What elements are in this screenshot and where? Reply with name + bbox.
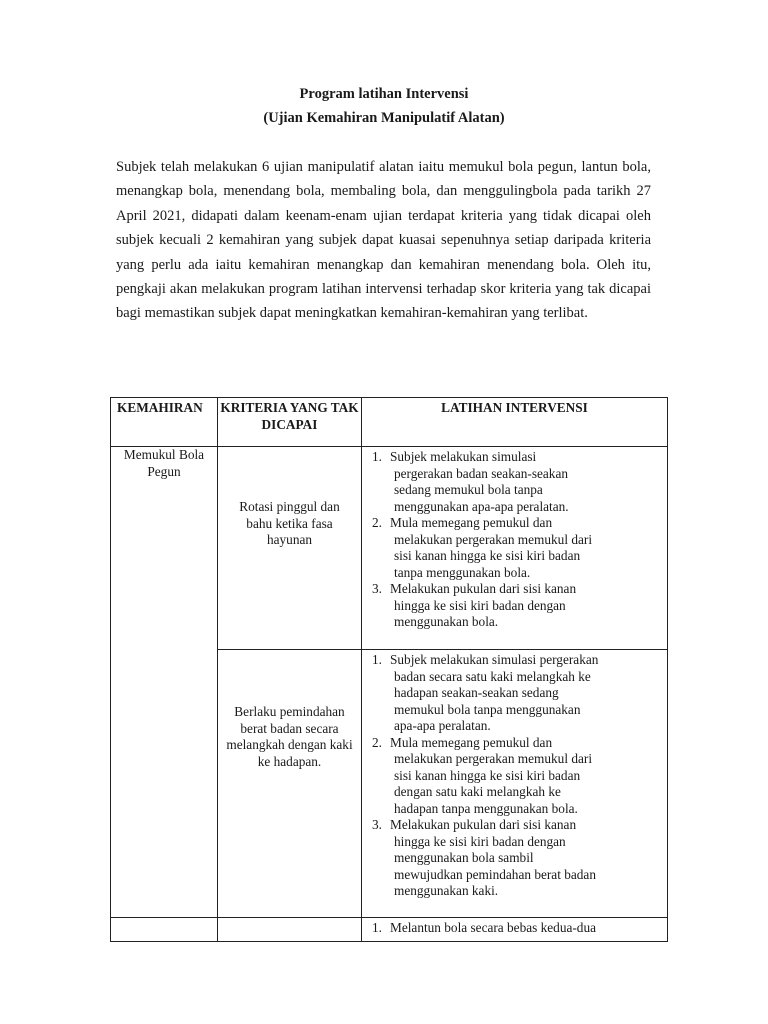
step-line: Melakukan pukulan dari sisi kanan [390,817,577,832]
steps-list [362,447,667,635]
step-line: menggunakan apa-apa peralatan. [394,498,569,514]
intervention-step [372,817,661,900]
step-text [388,652,661,735]
step-line: hingga ke sisi kiri badan dengan [394,597,566,613]
intro-paragraph: Subjek telah melakukan 6 ujian manipulatif alatan iaitu memukul bola pegun, lantun bola, menangkap bola, menendang bola, membaling bola, dan menggulingbola pada tarikh 27 April 2021, didapati dalam keenam-enam ujian terdapat kriteria yang tidak dicapai oleh subjek kecuali 2 kemahiran yang subjek dapat kuasai sepenuhnya setiap daripada kriteria yang perlu ada iaitu kemahiran menangkap dan kemahiran menendang bola. Oleh itu, pengkaji akan melakukan program latihan intervensi terhadap skor kriteria yang tak dicapai bagi memastikan subjek dapat meningkatkan kemahiran-kemahiran yang terlibat. [116,159,651,322]
step-line: Mula memegang pemukul dan [390,515,553,530]
step-line: Subjek melakukan simulasi pergerakan [390,652,599,667]
criteria-cell [218,650,362,918]
page-subtitle: (Ujian Kemahiran Manipulatif Alatan) [263,110,505,126]
steps-list [362,650,667,904]
header-skill: KEMAHIRAN [111,398,218,447]
intervention-step [372,449,661,515]
step-text [388,449,661,515]
step-number: 1. [372,920,382,935]
criteria-cell [218,447,362,650]
table-header-row [111,398,668,447]
step-line: melakukan pergerakan memukul dari [394,751,593,766]
step-line: sisi kanan hingga ke sisi kiri badan [394,548,581,563]
page-title: Program latihan Intervensi [299,86,469,102]
step-number: 3. [372,817,382,832]
step-text [388,515,661,581]
step-line: menggunakan bola sambil [394,850,534,865]
step-line: menggunakan bola. [394,614,499,629]
step-line: dengan satu kaki melangkah ke [394,784,561,799]
skill-cell [111,447,218,918]
step-text [388,817,661,900]
step-line: Mula memegang pemukul dan [390,734,553,750]
step-line: hadapan seakan-seakan sedang [394,685,559,700]
intervention-cell [362,650,668,918]
step-number: 1. [372,449,382,464]
criteria-text: Berlaku pemindahan berat badan secara melangkah dengan kaki ke hadapan. [226,704,353,769]
intervention-step [372,735,661,818]
step-line: memukul bola tanpa menggunakan [394,701,581,717]
criteria-cell [218,918,362,942]
step-line: badan secara satu kaki melangkah ke [394,668,591,684]
intervention-step [372,652,661,735]
header-intervention: LATIHAN INTERVENSI [362,398,668,447]
step-line: apa-apa peralatan. [394,718,491,733]
intervention-step [372,581,661,631]
step-line: tanpa menggunakan bola. [394,564,531,580]
step-number: 2. [372,734,382,750]
intervention-cell [362,447,668,650]
step-line: hadapan tanpa menggunakan bola. [394,800,578,816]
intervention-cell [362,918,668,942]
step-line: menggunakan kaki. [394,883,499,898]
criteria-text: Rotasi pinggul dan bahu ketika fasa hayunan [239,499,340,547]
header-criteria: KRITERIA YANG TAK DICAPAI [218,398,362,447]
step-line: Melakukan pukulan dari sisi kanan [390,581,577,596]
step-line: pergerakan badan seakan-seakan [394,465,568,481]
table-row [111,447,668,650]
step-line: mewujudkan pemindahan berat badan [394,866,596,882]
step-text [388,920,661,937]
step-text [388,581,661,631]
step-line: Subjek melakukan simulasi [390,449,537,464]
table-row [111,918,668,942]
skill-cell [111,918,218,942]
steps-list [362,918,667,941]
step-line: sisi kanan hingga ke sisi kiri badan [394,767,581,783]
step-number: 1. [372,652,382,667]
step-number: 2. [372,515,382,530]
step-line: sedang memukul bola tanpa [394,482,543,497]
intervention-step [372,515,661,581]
skill-label: Memukul Bola Pegun [123,447,205,479]
step-text [388,735,661,818]
step-number: 3. [372,581,382,596]
step-line: melakukan pergerakan memukul dari [394,531,593,547]
step-line: Melantun bola secara bebas kedua-dua [390,920,597,935]
intervention-table [110,397,668,942]
step-line: hingga ke sisi kiri badan dengan [394,833,566,849]
intervention-step [372,920,661,937]
